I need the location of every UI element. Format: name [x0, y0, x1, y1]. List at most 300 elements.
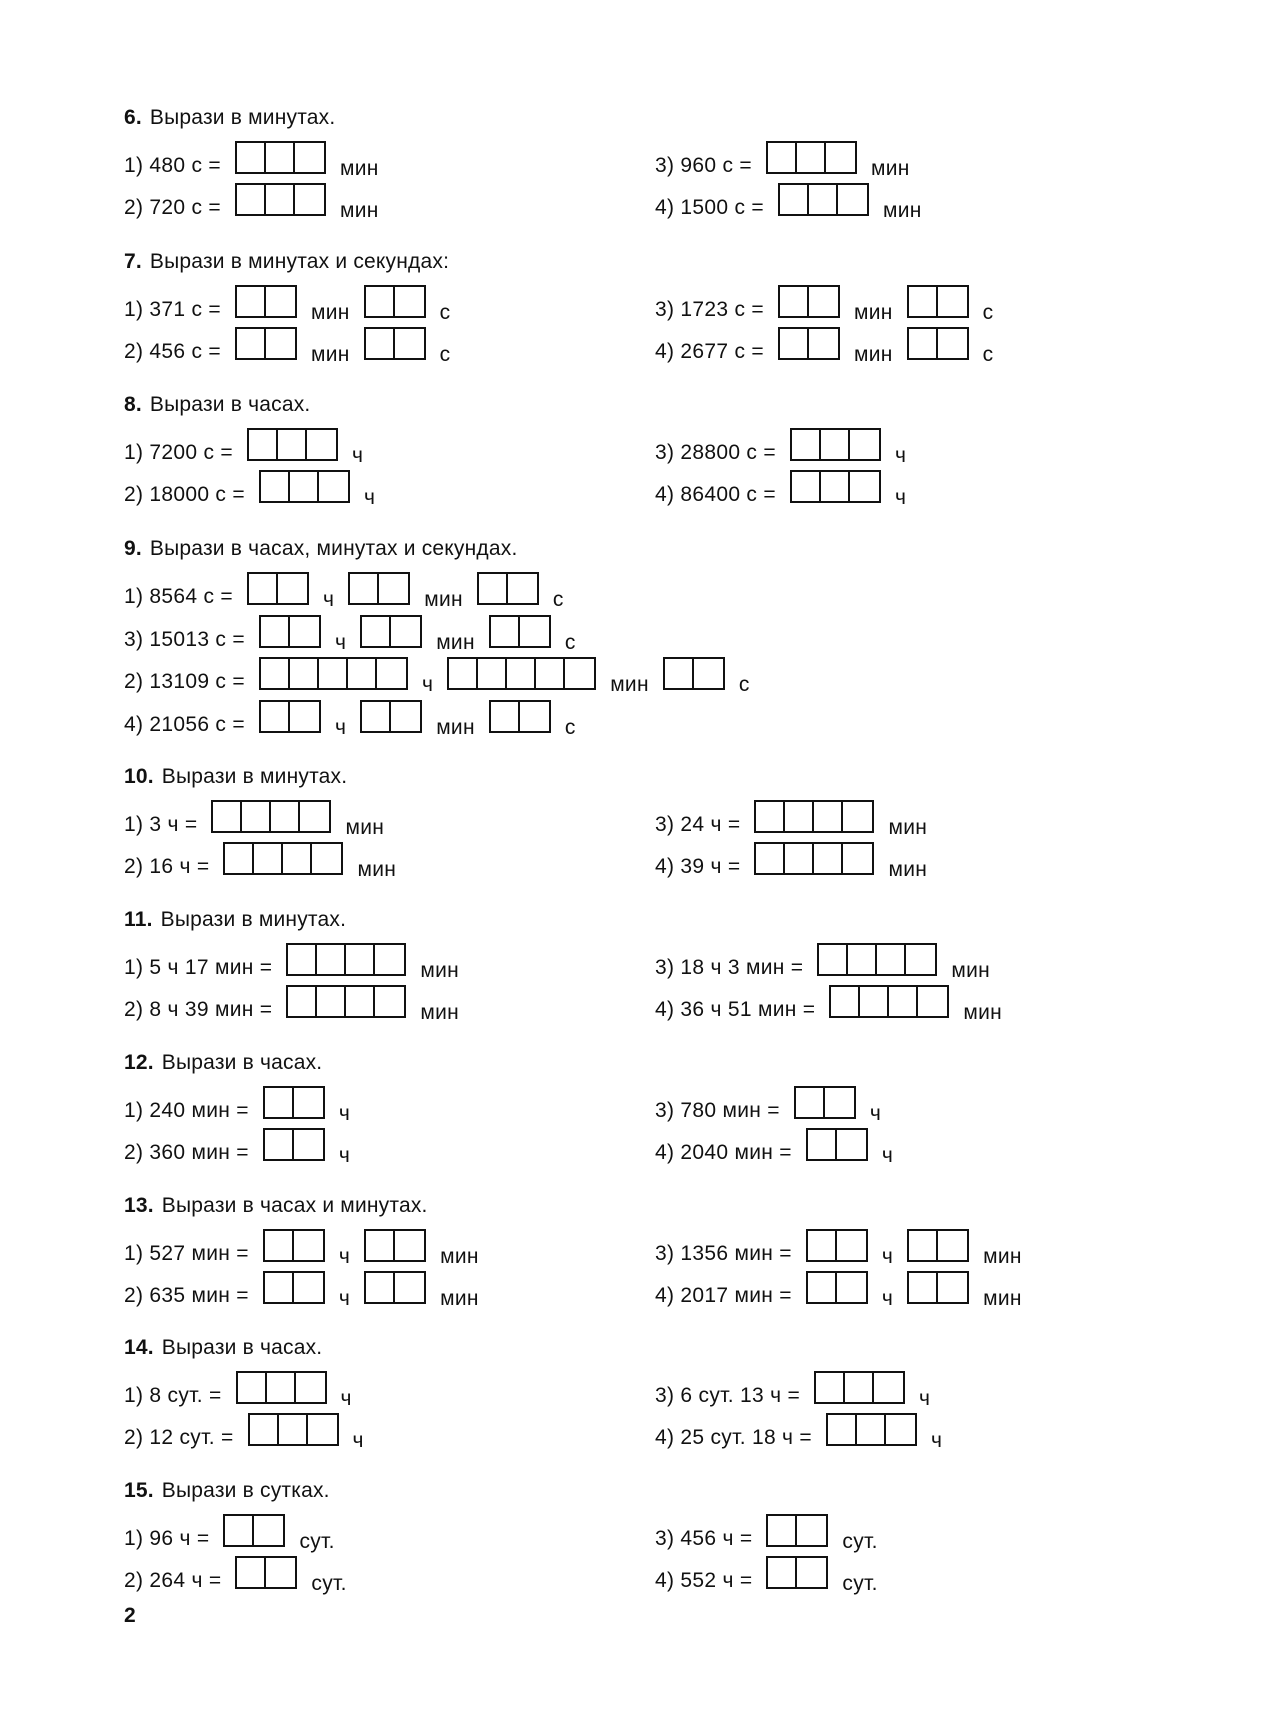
- answer-cell[interactable]: [225, 844, 254, 873]
- answer-cell[interactable]: [886, 1415, 915, 1444]
- answer-cell[interactable]: [312, 844, 341, 873]
- answer-boxes[interactable]: [248, 1413, 339, 1446]
- answer-cell[interactable]: [831, 987, 860, 1016]
- answer-boxes[interactable]: [259, 700, 321, 733]
- answer-cell[interactable]: [889, 987, 918, 1016]
- exercise-title: [124, 250, 449, 274]
- answer-cell[interactable]: [808, 1231, 837, 1260]
- answer-boxes[interactable]: [907, 1271, 969, 1304]
- answer-cell[interactable]: [237, 1558, 266, 1587]
- answer-boxes[interactable]: [489, 700, 551, 733]
- answer-cell[interactable]: [213, 802, 242, 831]
- answer-cell[interactable]: [375, 987, 404, 1016]
- unit-label: сут.: [842, 1529, 878, 1553]
- exercise-instruction: Вырази в минутах.: [160, 908, 347, 931]
- item-expression: 3) 780 мин =: [655, 1098, 780, 1122]
- exercise-item: [655, 1564, 892, 1597]
- answer-cell[interactable]: [808, 1273, 837, 1302]
- answer-cell[interactable]: [848, 945, 877, 974]
- answer-boxes[interactable]: [477, 572, 539, 605]
- answer-cell[interactable]: [938, 1231, 967, 1260]
- answer-boxes[interactable]: [766, 141, 857, 174]
- answer-cell[interactable]: [319, 472, 348, 501]
- answer-boxes[interactable]: [364, 1229, 426, 1262]
- answer-cell[interactable]: [278, 574, 307, 603]
- unit-label: мин: [440, 1244, 479, 1268]
- answer-cell[interactable]: [797, 143, 826, 172]
- unit-label: ч: [338, 1244, 351, 1268]
- unit-label: мин: [888, 815, 928, 839]
- exercise-item: [124, 951, 473, 984]
- unit-label: ч: [351, 443, 364, 467]
- answer-cell[interactable]: [348, 659, 377, 688]
- answer-cell[interactable]: [808, 1130, 837, 1159]
- answer-cell[interactable]: [261, 617, 290, 646]
- answer-boxes[interactable]: [235, 327, 297, 360]
- answer-cell[interactable]: [508, 574, 537, 603]
- answer-cell[interactable]: [809, 287, 838, 316]
- unit-label: мин: [436, 630, 475, 654]
- answer-cell[interactable]: [294, 1130, 323, 1159]
- answer-cell[interactable]: [295, 143, 324, 172]
- item-expression: 4) 552 ч =: [655, 1568, 753, 1592]
- answer-cell[interactable]: [290, 702, 319, 731]
- answer-cell[interactable]: [507, 659, 536, 688]
- exercise-item: [124, 580, 578, 613]
- answer-cell[interactable]: [366, 1231, 395, 1260]
- unit-label: мин: [983, 1244, 1022, 1268]
- answer-cell[interactable]: [261, 702, 290, 731]
- answer-boxes[interactable]: [814, 1371, 905, 1404]
- answer-cell[interactable]: [756, 802, 785, 831]
- answer-cell[interactable]: [918, 987, 947, 1016]
- exercise-title: [124, 1194, 428, 1218]
- exercise-instruction: Вырази в часах.: [149, 393, 311, 416]
- unit-label: ч: [881, 1244, 894, 1268]
- answer-cell[interactable]: [294, 1231, 323, 1260]
- answer-cell[interactable]: [237, 185, 266, 214]
- answer-boxes[interactable]: [766, 1556, 828, 1589]
- exercise-item: [124, 623, 590, 656]
- answer-boxes[interactable]: [235, 1556, 297, 1589]
- exercise-item: [124, 1564, 361, 1597]
- answer-cell[interactable]: [267, 1373, 296, 1402]
- answer-boxes[interactable]: [223, 842, 343, 875]
- answer-cell[interactable]: [346, 945, 375, 974]
- answer-cell[interactable]: [266, 143, 295, 172]
- answer-cell[interactable]: [906, 945, 935, 974]
- answer-cell[interactable]: [845, 1373, 874, 1402]
- answer-cell[interactable]: [375, 945, 404, 974]
- answer-cell[interactable]: [290, 617, 319, 646]
- item-expression: 1) 7200 с =: [124, 440, 233, 464]
- answer-cell[interactable]: [780, 185, 809, 214]
- answer-cell[interactable]: [395, 1231, 424, 1260]
- answer-cell[interactable]: [288, 987, 317, 1016]
- answer-cell[interactable]: [237, 287, 266, 316]
- answer-cell[interactable]: [819, 945, 848, 974]
- answer-boxes[interactable]: [263, 1128, 325, 1161]
- unit-label: мин: [310, 342, 350, 366]
- answer-cell[interactable]: [797, 1558, 826, 1587]
- answer-cell[interactable]: [250, 1415, 279, 1444]
- answer-cell[interactable]: [821, 472, 850, 501]
- answer-boxes[interactable]: [211, 800, 331, 833]
- answer-cell[interactable]: [265, 1273, 294, 1302]
- answer-cell[interactable]: [780, 329, 809, 358]
- item-expression: 4) 1500 с =: [655, 195, 764, 219]
- answer-boxes[interactable]: [806, 1128, 868, 1161]
- answer-boxes[interactable]: [754, 800, 874, 833]
- answer-boxes[interactable]: [364, 327, 426, 360]
- answer-cell[interactable]: [826, 143, 855, 172]
- exercise-item: [655, 436, 920, 469]
- answer-boxes[interactable]: [907, 327, 969, 360]
- answer-cell[interactable]: [265, 1130, 294, 1159]
- exercise-item: [124, 436, 377, 469]
- exercise-item: [655, 1522, 892, 1555]
- answer-boxes[interactable]: [247, 572, 309, 605]
- exercise-item: [124, 808, 398, 841]
- answer-cell[interactable]: [768, 1516, 797, 1545]
- answer-boxes[interactable]: [806, 1271, 868, 1304]
- answer-cell[interactable]: [366, 329, 395, 358]
- unit-label: ч: [338, 1101, 351, 1125]
- answer-cell[interactable]: [536, 659, 565, 688]
- answer-boxes[interactable]: [907, 285, 969, 318]
- answer-cell[interactable]: [938, 329, 967, 358]
- answer-cell[interactable]: [785, 802, 814, 831]
- answer-boxes[interactable]: [263, 1271, 325, 1304]
- answer-cell[interactable]: [238, 1373, 267, 1402]
- unit-label: мин: [436, 715, 475, 739]
- item-expression: 2) 13109 с =: [124, 669, 245, 693]
- exercise-item: [124, 191, 393, 224]
- answer-cell[interactable]: [814, 802, 843, 831]
- answer-cell[interactable]: [449, 659, 478, 688]
- answer-boxes[interactable]: [259, 615, 321, 648]
- exercise-number: 8.: [124, 393, 142, 416]
- answer-cell[interactable]: [792, 430, 821, 459]
- exercise-instruction: Вырази в сутках.: [161, 1479, 330, 1502]
- answer-boxes[interactable]: [236, 1371, 327, 1404]
- unit-label: мин: [357, 857, 397, 881]
- exercise-number: 10.: [124, 765, 154, 788]
- unit-label: ч: [363, 485, 376, 509]
- item-expression: 1) 8564 с =: [124, 584, 233, 608]
- exercise-item: [124, 1094, 364, 1127]
- answer-cell[interactable]: [362, 702, 391, 731]
- answer-cell[interactable]: [874, 1373, 903, 1402]
- answer-boxes[interactable]: [364, 285, 426, 318]
- answer-cell[interactable]: [909, 1231, 938, 1260]
- exercise-number: 6.: [124, 106, 142, 129]
- exercise-item: [655, 993, 1016, 1026]
- answer-cell[interactable]: [254, 844, 283, 873]
- unit-label: мин: [882, 198, 922, 222]
- answer-cell[interactable]: [266, 1558, 295, 1587]
- answer-cell[interactable]: [877, 945, 906, 974]
- item-expression: 1) 3 ч =: [124, 812, 198, 836]
- answer-boxes[interactable]: [790, 428, 881, 461]
- answer-cell[interactable]: [237, 143, 266, 172]
- exercise-instruction: Вырази в минутах.: [149, 106, 336, 129]
- answer-cell[interactable]: [843, 844, 872, 873]
- answer-cell[interactable]: [346, 987, 375, 1016]
- item-expression: 3) 15013 с =: [124, 627, 245, 651]
- answer-cell[interactable]: [266, 329, 295, 358]
- unit-label: ч: [322, 587, 335, 611]
- item-expression: 2) 18000 с =: [124, 482, 245, 506]
- exercise-item: [655, 1279, 1036, 1312]
- unit-label: мин: [870, 156, 910, 180]
- answer-boxes[interactable]: [286, 943, 406, 976]
- answer-boxes[interactable]: [263, 1086, 325, 1119]
- answer-cell[interactable]: [296, 1373, 325, 1402]
- answer-cell[interactable]: [278, 430, 307, 459]
- answer-cell[interactable]: [857, 1415, 886, 1444]
- unit-label: с: [552, 587, 564, 611]
- answer-cell[interactable]: [266, 185, 295, 214]
- answer-cell[interactable]: [768, 1558, 797, 1587]
- exercise-title: [124, 1336, 322, 1360]
- unit-label: ч: [881, 1286, 894, 1310]
- unit-label: ч: [334, 630, 347, 654]
- exercise-title: [124, 537, 518, 561]
- answer-boxes[interactable]: [263, 1229, 325, 1262]
- answer-boxes[interactable]: [235, 285, 297, 318]
- answer-cell[interactable]: [491, 702, 520, 731]
- answer-cell[interactable]: [520, 702, 549, 731]
- exercise-instruction: Вырази в минутах.: [161, 765, 348, 788]
- answer-cell[interactable]: [290, 472, 319, 501]
- answer-boxes[interactable]: [360, 615, 422, 648]
- item-expression: 1) 527 мин =: [124, 1241, 249, 1265]
- answer-cell[interactable]: [319, 659, 348, 688]
- exercise-item: [655, 335, 1007, 368]
- exercise-title: [124, 1051, 322, 1075]
- answer-cell[interactable]: [796, 1088, 825, 1117]
- item-expression: 3) 28800 с =: [655, 440, 776, 464]
- answer-cell[interactable]: [837, 1231, 866, 1260]
- item-expression: 4) 21056 с =: [124, 712, 245, 736]
- answer-boxes[interactable]: [286, 985, 406, 1018]
- answer-boxes[interactable]: [259, 470, 350, 503]
- answer-cell[interactable]: [780, 287, 809, 316]
- exercise-item: [124, 478, 389, 511]
- answer-cell[interactable]: [279, 1415, 308, 1444]
- answer-boxes[interactable]: [907, 1229, 969, 1262]
- answer-cell[interactable]: [379, 574, 408, 603]
- answer-cell[interactable]: [317, 987, 346, 1016]
- item-expression: 2) 456 с =: [124, 339, 221, 363]
- answer-boxes[interactable]: [223, 1514, 285, 1547]
- unit-label: ч: [338, 1286, 351, 1310]
- answer-cell[interactable]: [694, 659, 723, 688]
- unit-label: ч: [931, 1428, 943, 1452]
- answer-cell[interactable]: [294, 1273, 323, 1302]
- unit-label: мин: [610, 672, 649, 696]
- answer-boxes[interactable]: [790, 470, 881, 503]
- exercise-number: 7.: [124, 250, 142, 273]
- unit-label: мин: [983, 1286, 1022, 1310]
- answer-boxes[interactable]: [364, 1271, 426, 1304]
- answer-cell[interactable]: [265, 1088, 294, 1117]
- answer-cell[interactable]: [395, 287, 424, 316]
- answer-cell[interactable]: [307, 430, 336, 459]
- answer-cell[interactable]: [909, 287, 938, 316]
- item-expression: 2) 635 мин =: [124, 1283, 249, 1307]
- answer-cell[interactable]: [261, 472, 290, 501]
- exercise-number: 12.: [124, 1051, 154, 1074]
- answer-cell[interactable]: [756, 844, 785, 873]
- answer-boxes[interactable]: [235, 141, 326, 174]
- exercise-item: [124, 1237, 493, 1270]
- exercise-number: 11.: [124, 908, 153, 931]
- answer-cell[interactable]: [828, 1415, 857, 1444]
- answer-cell[interactable]: [225, 1516, 254, 1545]
- exercise-item: [655, 1421, 956, 1454]
- answer-boxes[interactable]: [360, 700, 422, 733]
- answer-cell[interactable]: [366, 1273, 395, 1302]
- answer-cell[interactable]: [837, 1273, 866, 1302]
- answer-cell[interactable]: [768, 143, 797, 172]
- exercise-number: 14.: [124, 1336, 154, 1359]
- answer-cell[interactable]: [843, 802, 872, 831]
- exercise-title: [124, 765, 347, 789]
- unit-label: с: [439, 342, 451, 366]
- exercise-item: [655, 951, 1004, 984]
- answer-boxes[interactable]: [348, 572, 410, 605]
- answer-boxes[interactable]: [259, 657, 408, 690]
- answer-cell[interactable]: [362, 617, 391, 646]
- answer-boxes[interactable]: [489, 615, 551, 648]
- answer-boxes[interactable]: [806, 1229, 868, 1262]
- answer-cell[interactable]: [266, 287, 295, 316]
- unit-label: с: [982, 342, 994, 366]
- answer-cell[interactable]: [565, 659, 594, 688]
- answer-cell[interactable]: [838, 185, 867, 214]
- answer-cell[interactable]: [478, 659, 507, 688]
- answer-cell[interactable]: [300, 802, 329, 831]
- answer-boxes[interactable]: [663, 657, 725, 690]
- answer-boxes[interactable]: [766, 1514, 828, 1547]
- answer-cell[interactable]: [290, 659, 319, 688]
- answer-cell[interactable]: [294, 1088, 323, 1117]
- item-expression: 4) 25 сут. 18 ч =: [655, 1425, 812, 1449]
- exercise-item: [655, 1136, 907, 1169]
- answer-cell[interactable]: [271, 802, 300, 831]
- answer-cell[interactable]: [909, 1273, 938, 1302]
- answer-cell[interactable]: [938, 287, 967, 316]
- exercise-item: [655, 850, 941, 883]
- answer-cell[interactable]: [237, 329, 266, 358]
- answer-cell[interactable]: [785, 844, 814, 873]
- unit-label: с: [564, 630, 576, 654]
- answer-cell[interactable]: [242, 802, 271, 831]
- exercise-item: [124, 149, 393, 182]
- unit-label: мин: [853, 300, 893, 324]
- answer-cell[interactable]: [283, 844, 312, 873]
- answer-cell[interactable]: [317, 945, 346, 974]
- exercise-item: [124, 1136, 364, 1169]
- answer-cell[interactable]: [825, 1088, 854, 1117]
- answer-cell[interactable]: [308, 1415, 337, 1444]
- unit-label: ч: [894, 443, 907, 467]
- answer-cell[interactable]: [797, 1516, 826, 1545]
- answer-cell[interactable]: [395, 329, 424, 358]
- answer-cell[interactable]: [366, 287, 395, 316]
- item-expression: 3) 456 ч =: [655, 1526, 753, 1550]
- answer-cell[interactable]: [249, 430, 278, 459]
- answer-boxes[interactable]: [235, 183, 326, 216]
- answer-boxes[interactable]: [447, 657, 596, 690]
- answer-cell[interactable]: [395, 1273, 424, 1302]
- answer-boxes[interactable]: [754, 842, 874, 875]
- exercise-number: 13.: [124, 1194, 154, 1217]
- item-expression: 1) 480 с =: [124, 153, 221, 177]
- exercise-number: 9.: [124, 537, 142, 560]
- answer-cell[interactable]: [816, 1373, 845, 1402]
- answer-cell[interactable]: [909, 329, 938, 358]
- answer-cell[interactable]: [809, 329, 838, 358]
- item-expression: 3) 1723 с =: [655, 297, 764, 321]
- answer-cell[interactable]: [491, 617, 520, 646]
- exercise-title: [124, 1479, 330, 1503]
- exercise-instruction: Вырази в минутах и секундах:: [149, 250, 450, 273]
- answer-cell[interactable]: [850, 472, 879, 501]
- answer-cell[interactable]: [938, 1273, 967, 1302]
- unit-label: ч: [340, 1386, 352, 1410]
- answer-boxes[interactable]: [794, 1086, 856, 1119]
- answer-cell[interactable]: [479, 574, 508, 603]
- answer-cell[interactable]: [520, 617, 549, 646]
- answer-cell[interactable]: [254, 1516, 283, 1545]
- answer-cell[interactable]: [249, 574, 278, 603]
- answer-cell[interactable]: [377, 659, 406, 688]
- unit-label: мин: [310, 300, 350, 324]
- answer-boxes[interactable]: [826, 1413, 917, 1446]
- answer-cell[interactable]: [391, 702, 420, 731]
- answer-cell[interactable]: [391, 617, 420, 646]
- answer-cell[interactable]: [837, 1130, 866, 1159]
- answer-cell[interactable]: [350, 574, 379, 603]
- item-expression: 3) 24 ч =: [655, 812, 741, 836]
- unit-label: мин: [339, 156, 379, 180]
- answer-cell[interactable]: [792, 472, 821, 501]
- answer-boxes[interactable]: [829, 985, 949, 1018]
- answer-boxes[interactable]: [247, 428, 338, 461]
- answer-cell[interactable]: [860, 987, 889, 1016]
- answer-cell[interactable]: [295, 185, 324, 214]
- exercise-instruction: Вырази в часах.: [161, 1051, 323, 1074]
- answer-cell[interactable]: [261, 659, 290, 688]
- answer-boxes[interactable]: [778, 183, 869, 216]
- answer-cell[interactable]: [821, 430, 850, 459]
- answer-boxes[interactable]: [778, 327, 840, 360]
- unit-label: мин: [888, 857, 928, 881]
- answer-cell[interactable]: [809, 185, 838, 214]
- unit-label: с: [738, 672, 750, 696]
- exercise-instruction: Вырази в часах.: [161, 1336, 323, 1359]
- answer-cell[interactable]: [814, 844, 843, 873]
- answer-cell[interactable]: [265, 1231, 294, 1260]
- answer-boxes[interactable]: [817, 943, 937, 976]
- answer-cell[interactable]: [288, 945, 317, 974]
- answer-boxes[interactable]: [778, 285, 840, 318]
- answer-cell[interactable]: [850, 430, 879, 459]
- answer-cell[interactable]: [665, 659, 694, 688]
